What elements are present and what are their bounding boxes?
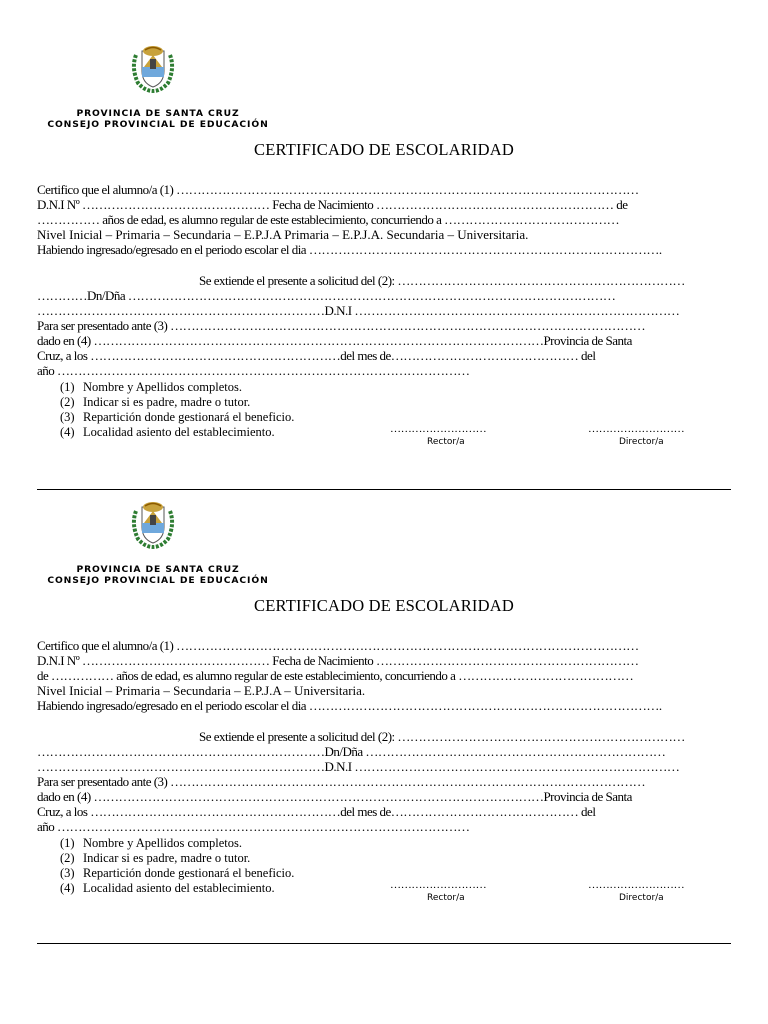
cut-line <box>37 943 731 944</box>
presented-to-line: Para ser presentado ante (3) …………………………………………………………………………………………………… <box>37 318 646 333</box>
date-line: Cruz, a los ……………………………………………………del mes de……………………………………… del <box>37 804 596 819</box>
rector-label: Rector/a <box>427 893 465 903</box>
guardian-dni-line: ……………………………………………………………D.N.I …………………………………………………………………… <box>37 303 680 318</box>
issued-in-line: dado en (4) ………………………………………………………………………………………………Provincia de Santa <box>37 789 632 804</box>
guardian-name-line: ……………………………………………………………Dn/Dña ……………………………………………………………… <box>37 744 666 759</box>
education-level-line: Nivel Inicial – Primaria – Secundaria – E.P.J.A – Universitaria. <box>37 683 366 698</box>
director-signature-line: ……………………… <box>588 879 685 891</box>
province-name: PROVINCIA DE SANTA CRUZ <box>76 564 240 575</box>
enrollment-date-line: Habiendo ingresado/egresado en el periodo escolar el dia …………………………………………………………………………. <box>37 242 662 257</box>
coat-of-arms-seal <box>128 43 178 93</box>
request-line: Se extiende el presente a solicitud del (2): …………………………………………………………… <box>199 729 685 744</box>
province-name: PROVINCIA DE SANTA CRUZ <box>76 108 240 119</box>
issued-in-line: dado en (4) ………………………………………………………………………………………………Provincia de Santa <box>37 333 632 348</box>
footnote: (1) Nombre y Apellidos completos. <box>60 380 243 394</box>
rector-signature-line: ……………………… <box>390 423 487 435</box>
director-label: Director/a <box>619 437 664 447</box>
certificate-form-top <box>0 0 768 470</box>
presented-to-line: Para ser presentado ante (3) …………………………………………………………………………………………………… <box>37 774 646 789</box>
director-signature-line: ……………………… <box>588 423 685 435</box>
student-name-line: Certifico que el alumno/a (1) ………………………………………………………………………………………………… <box>37 638 639 653</box>
council-name: CONSEJO PROVINCIAL DE EDUCACIÓN <box>47 575 269 586</box>
council-name: CONSEJO PROVINCIAL DE EDUCACIÓN <box>47 119 269 130</box>
certificate-form-bottom <box>0 456 768 926</box>
date-line: Cruz, a los ……………………………………………………del mes de……………………………………… del <box>37 348 596 363</box>
coat-of-arms-seal <box>128 499 178 549</box>
year-line: año ……………………………………………………………………………………… <box>37 819 470 834</box>
footnote: (3) Repartición donde gestionará el beneficio. <box>60 410 295 424</box>
student-name-line: Certifico que el alumno/a (1) ………………………………………………………………………………………………… <box>37 182 639 197</box>
guardian-dni-line: ……………………………………………………………D.N.I …………………………………………………………………… <box>37 759 680 774</box>
certificate-title: CERTIFICADO DE ESCOLARIDAD <box>254 596 514 615</box>
footnote: (4) Localidad asiento del establecimiento. <box>60 425 275 439</box>
education-level-line: Nivel Inicial – Primaria – Secundaria – E.P.J.A Primaria – E.P.J.A. Secundaria – Universitaria. <box>37 227 529 242</box>
request-line: Se extiende el presente a solicitud del (2): …………………………………………………………… <box>199 273 685 288</box>
age-attendance-line: …………… años de edad, es alumno regular de este establecimiento, concurriendo a …………………………………… <box>37 212 620 227</box>
rector-label: Rector/a <box>427 437 465 447</box>
dni-birthdate-line: D.N.I Nº ……………………………………… Fecha de Nacimiento ……………………………………………………… <box>37 653 639 668</box>
certificate-title: CERTIFICADO DE ESCOLARIDAD <box>254 140 514 159</box>
director-label: Director/a <box>619 893 664 903</box>
dni-birthdate-line: D.N.I Nº ……………………………………… Fecha de Nacimiento ………………………………………………… de <box>37 197 628 212</box>
rector-signature-line: ……………………… <box>390 879 487 891</box>
footnote: (2) Indicar si es padre, madre o tutor. <box>60 851 251 865</box>
enrollment-date-line: Habiendo ingresado/egresado en el periodo escolar el dia …………………………………………………………………………. <box>37 698 662 713</box>
age-attendance-line: de …………… años de edad, es alumno regular de este establecimiento, concurriendo a …………………………………… <box>37 668 634 683</box>
guardian-name-line: …………Dn/Dña ……………………………………………………………………………………………………… <box>37 288 616 303</box>
footnote: (3) Repartición donde gestionará el beneficio. <box>60 866 295 880</box>
footnote: (2) Indicar si es padre, madre o tutor. <box>60 395 251 409</box>
footnote: (1) Nombre y Apellidos completos. <box>60 836 243 850</box>
year-line: año ……………………………………………………………………………………… <box>37 363 470 378</box>
footnote: (4) Localidad asiento del establecimiento. <box>60 881 275 895</box>
